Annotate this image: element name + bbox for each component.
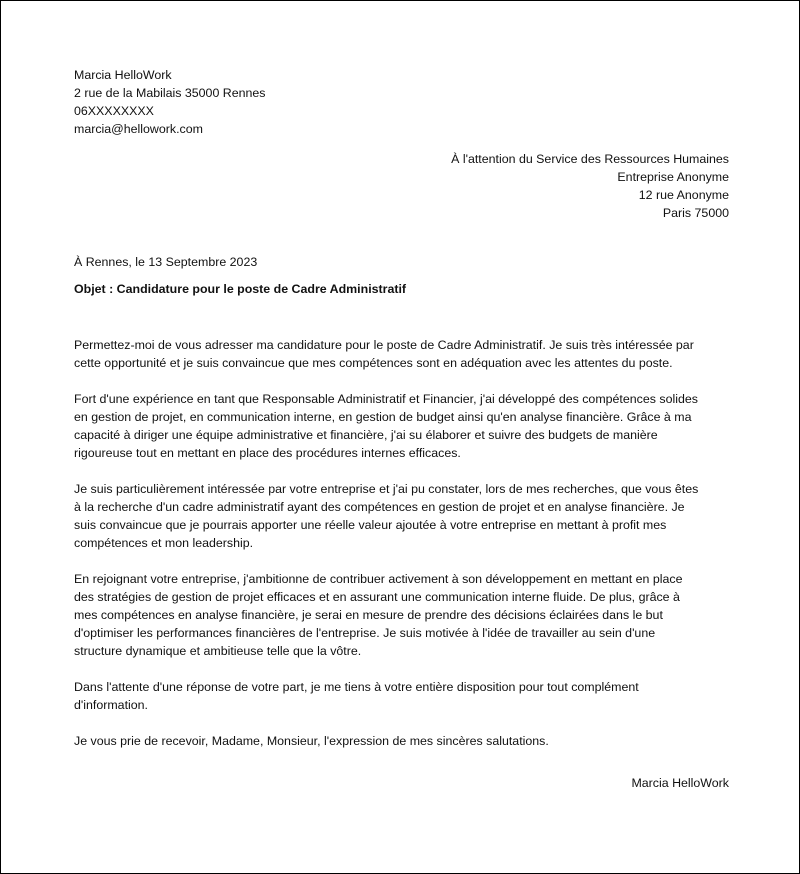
paragraph-line: d'optimiser les performances financières de l'entreprise. Je suis motivée à l'idée de travailler au sein d'une — [74, 626, 656, 640]
recipient-street: 12 rue Anonyme — [638, 188, 729, 202]
paragraph-line: Permettez-moi de vous adresser ma candidature pour le poste de Cadre Administratif. Je suis très intéressée par — [74, 338, 694, 352]
body-paragraph — [74, 390, 729, 462]
recipient-company: Entreprise Anonyme — [617, 170, 729, 184]
paragraph-line: compétences et mon leadership. — [74, 536, 254, 550]
sender-address: 2 rue de la Mabilais 35000 Rennes — [74, 86, 266, 100]
paragraph-line: mes compétences en analyse financière, je serai en mesure de prendre des décisions éclairées dans le but — [74, 608, 663, 622]
paragraph-line: à la recherche d'un cadre administratif ayant des compétences en gestion de projet et en analyse financière. Je — [74, 500, 685, 514]
body-paragraph — [74, 570, 729, 660]
paragraph-line: capacité à diriger une équipe administrative et financière, j'ai su élaborer et suivre des budgets de manière — [74, 428, 658, 442]
letter-content — [74, 66, 729, 792]
paragraph-line: cette opportunité et je suis convaincue que mes compétences sont en adéquation avec les attentes du poste. — [74, 356, 673, 370]
recipient-attention: À l'attention du Service des Ressources Humaines — [451, 152, 729, 166]
paragraph-line: d'information. — [74, 698, 148, 712]
body-paragraph — [74, 336, 729, 372]
letter-body — [74, 336, 729, 750]
letter-signature: Marcia HelloWork — [631, 776, 729, 790]
paragraph-line: des stratégies de gestion de projet efficaces et en assurant une communication interne fluide. De plus, grâce à — [74, 590, 680, 604]
paragraph-line: rigoureuse tout en mettant en place des procédures internes efficaces. — [74, 446, 461, 460]
recipient-block — [74, 150, 729, 222]
paragraph-line: Dans l'attente d'une réponse de votre part, je me tiens à votre entière disposition pour tout complément — [74, 680, 639, 694]
letter-date: À Rennes, le 13 Septembre 2023 — [74, 255, 258, 269]
body-paragraph — [74, 732, 729, 750]
paragraph-line: suis convaincue que je pourrais apporter une réelle valeur ajoutée à votre entreprise en mettant à profit mes — [74, 518, 667, 532]
recipient-city: Paris 75000 — [662, 206, 729, 220]
sender-email: marcia@hellowork.com — [74, 122, 203, 136]
letter-subject: Objet : Candidature pour le poste de Cadre Administratif — [74, 282, 407, 296]
sender-name: Marcia HelloWork — [74, 68, 172, 82]
body-paragraph — [74, 678, 729, 714]
paragraph-line: en gestion de projet, en communication interne, en gestion de budget ainsi qu'en analyse financière. Grâce à ma — [74, 410, 692, 424]
paragraph-line: Je suis particulièrement intéressée par votre entreprise et j'ai pu constater, lors de mes recherches, que vous êtes — [74, 482, 699, 496]
paragraph-line: structure dynamique et ambitieuse telle que la vôtre. — [74, 644, 362, 658]
paragraph-line: Fort d'une expérience en tant que Responsable Administratif et Financier, j'ai développé des compétences solides — [74, 392, 698, 406]
paragraph-line: Je vous prie de recevoir, Madame, Monsieur, l'expression de mes sincères salutations. — [74, 734, 549, 748]
sender-block — [74, 66, 729, 138]
body-paragraph — [74, 480, 729, 552]
sender-phone: 06XXXXXXXX — [74, 104, 154, 118]
paragraph-line: En rejoignant votre entreprise, j'ambitionne de contribuer activement à son développement en mettant en place — [74, 572, 683, 586]
